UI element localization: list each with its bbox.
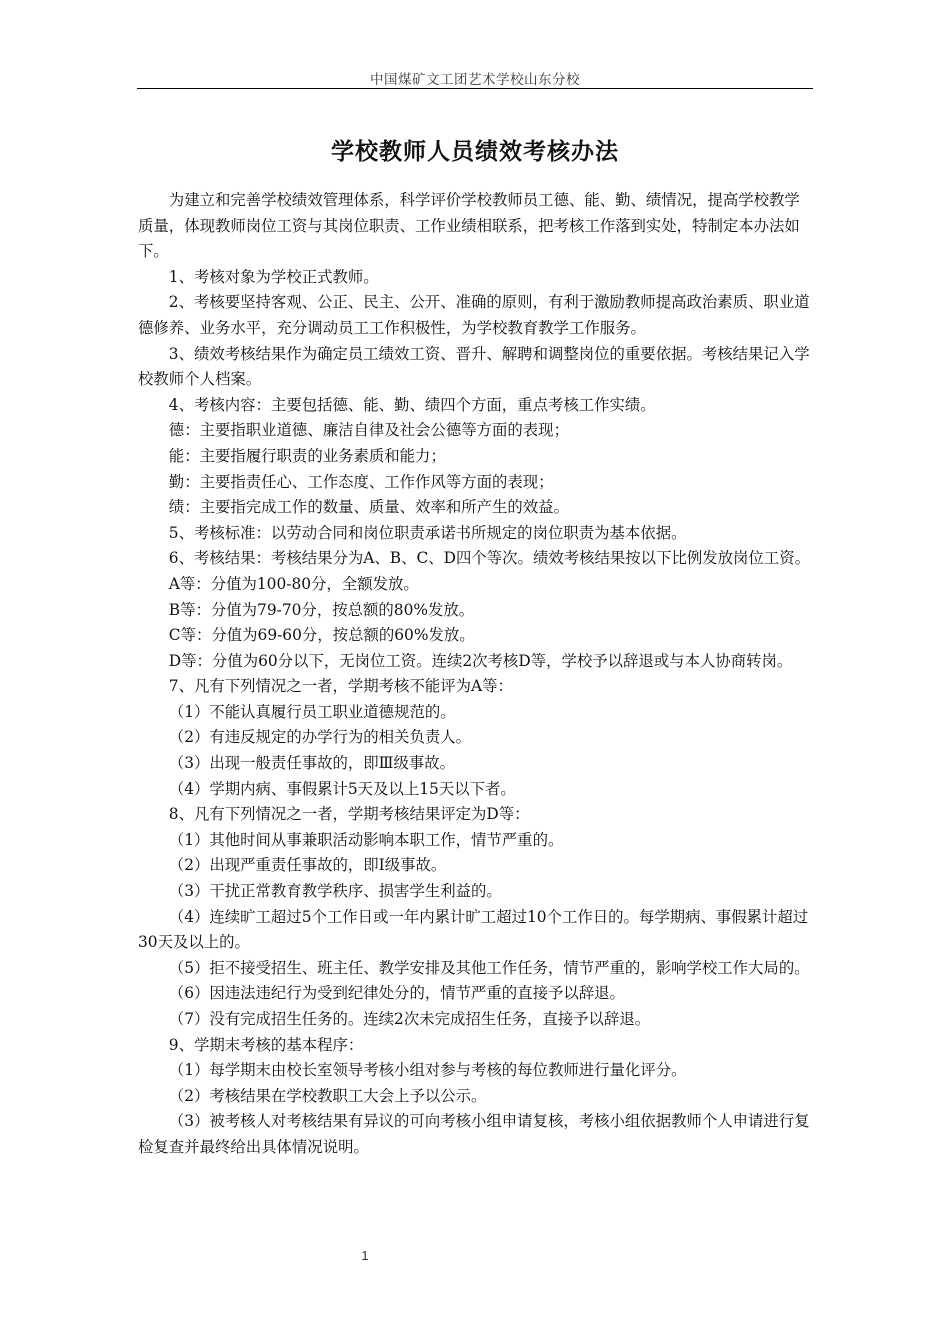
- document-body: [138, 188, 814, 1161]
- paragraph: （3）干扰正常教育教学秩序、损害学生利益的。: [168, 882, 502, 901]
- paragraph: （7）没有完成招生任务的。连续2次未完成招生任务，直接予以辞退。: [168, 1010, 651, 1028]
- paragraph: （2）出现严重责任事故的，即Ⅰ级事故。: [168, 856, 447, 875]
- paragraph: 绩：主要指完成工作的数量、质量、效率和所产生的效益。: [168, 498, 569, 517]
- paragraph: 7、凡有下列情况之一者，学期考核不能评为A等：: [168, 677, 513, 696]
- paragraph: （2）考核结果在学校教职工大会上予以公示。: [168, 1086, 487, 1105]
- paragraph: 能：主要指履行职责的业务素质和能力；: [168, 446, 446, 465]
- paragraph: 6、考核结果：考核结果分为A、B、C、D四个等次。绩效考核结果按以下比例发放岗位工资。: [168, 549, 810, 568]
- paragraph: 5、考核标准：以劳动合同和岗位职责承诺书所规定的岗位职责为基本依据。: [168, 523, 687, 542]
- paragraph: 德：主要指职业道德、廉洁自律及社会公德等方面的表现；: [168, 421, 569, 440]
- paragraph: （5）拒不接受招生、班主任、教学安排及其他工作任务，情节严重的，影响学校工作大局的。: [168, 958, 810, 977]
- document-title: 学校教师人员绩效考核办法: [331, 139, 619, 165]
- paragraph: （6）因违法违纪行为受到纪律处分的，情节严重的直接予以辞退。: [168, 984, 625, 1003]
- paragraph: 1、考核对象为学校正式教师。: [168, 267, 379, 286]
- paragraph: （1）其他时间从事兼职活动影响本职工作，情节严重的。: [168, 830, 564, 849]
- paragraph: （1）每学期末由校长室领导考核小组对参与考核的每位教师进行量化评分。: [168, 1061, 687, 1080]
- paragraph: 为建立和完善学校绩效管理体系，科学评价学校教师员工德、能、勤、绩情况，提高学校教学质量，体现教师岗位工资与其岗位职责、工作业绩相联系，把考核工作落到实处，特制定本办法如下。: [138, 191, 800, 261]
- paragraph: （4）连续旷工超过5个工作日或一年内累计旷工超过10个工作日的。每学期病、事假累计超过30天及以上的。: [138, 907, 809, 952]
- paragraph: （3）出现一般责任事故的，即Ⅲ级事故。: [168, 754, 456, 773]
- paragraph: 2、考核要坚持客观、公正、民主、公开、准确的原则，有利于激励教师提高政治素质、职业道德修养、业务水平，充分调动员工工作积极性，为学校教育教学工作服务。: [138, 293, 810, 337]
- paragraph: 4、考核内容：主要包括德、能、勤、绩四个方面，重点考核工作实绩。: [168, 395, 656, 414]
- page-header: 中国煤矿文工团艺术学校山东分校: [370, 72, 580, 88]
- paragraph: 3、绩效考核结果作为确定员工绩效工资、晋升、解聘和调整岗位的重要依据。考核结果记入学校教师个人档案。: [138, 344, 810, 389]
- paragraph: D等：分值为60分以下，无岗位工资。连续2次考核D等，学校予以辞退或与本人协商转岗。: [168, 651, 793, 670]
- header-divider: [137, 88, 813, 89]
- paragraph: C等：分值为69-60分，按总额的60%发放。: [168, 626, 475, 645]
- paragraph: 勤：主要指责任心、工作态度、工作作风等方面的表现；: [168, 472, 554, 491]
- paragraph: 9、学期末考核的基本程序：: [168, 1035, 364, 1054]
- paragraph: （3）被考核人对考核结果有异议的可向考核小组申请复核，考核小组依据教师个人申请进行复检复查并最终给出具体情况说明。: [138, 1112, 810, 1156]
- page-number: 1: [361, 1248, 369, 1263]
- paragraph: （4）学期内病、事假累计5天及以上15天以下者。: [168, 779, 516, 798]
- paragraph: B等：分值为79-70分，按总额的80%发放。: [168, 600, 475, 619]
- paragraph: （2）有违反规定的办学行为的相关负责人。: [168, 728, 472, 747]
- paragraph: 8、凡有下列情况之一者，学期考核结果评定为D等：: [168, 805, 530, 824]
- paragraph: A等：分值为100-80分，全额发放。: [168, 574, 419, 593]
- paragraph: （1）不能认真履行员工职业道德规范的。: [168, 702, 456, 721]
